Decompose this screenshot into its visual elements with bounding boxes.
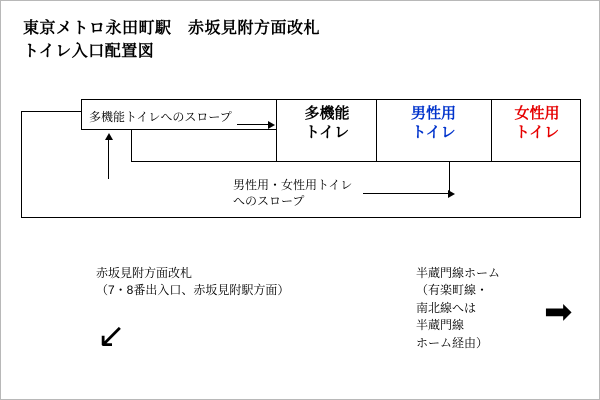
arrow-down-left-icon: ↙	[97, 316, 126, 356]
page-title	[23, 17, 320, 63]
slope-corridor-outer-left	[81, 111, 82, 130]
page-title-line-2: トイレ入口配置図	[23, 43, 155, 61]
direction-gate-line-1: 赤坂見附方面改札	[96, 266, 193, 280]
direction-hanzomon-line-4: 半蔵門線	[416, 318, 465, 333]
partition-multi-mens	[376, 99, 377, 162]
room-label-mens-line-1: 男性用	[410, 105, 456, 122]
caption-mw-slope-line-1: 男性用・女性用トイレ	[233, 178, 353, 192]
room-label-womens-line-1: 女性用	[514, 105, 560, 122]
partition-mens-womens	[491, 99, 492, 162]
wall-bottom	[21, 217, 581, 218]
direction-hanzomon-line-3: 南北線へは	[416, 300, 477, 315]
slope-arrow-multi-shaft	[237, 124, 269, 125]
slope-arrow-up-head	[105, 133, 113, 140]
slope-corridor-left	[131, 129, 132, 162]
arrow-right-icon: ➡	[544, 292, 573, 332]
wall-rooms-bottom	[131, 161, 581, 162]
direction-hanzomon-line-5: ホーム経由）	[416, 335, 489, 350]
wall-corridor-top	[21, 111, 82, 112]
direction-hanzomon-line-1: 半蔵門線ホーム	[416, 266, 501, 280]
room-label-womens-line-2: トイレ	[514, 123, 560, 141]
slope-arrow-mw-shaft	[363, 193, 449, 194]
wall-left	[21, 111, 22, 218]
direction-hanzomon-line-2: （有楽町線・	[416, 283, 489, 298]
direction-gate-line-2: （7・8番出入口、赤坂見附駅方面）	[96, 283, 290, 298]
direction-hanzomon	[416, 265, 500, 352]
room-label-mens-line-2: トイレ	[411, 123, 456, 141]
room-label-multi	[286, 105, 368, 143]
wall-right	[580, 99, 581, 218]
floor-plan-diagram	[1, 89, 600, 234]
slope-arrow-mw-riser	[449, 162, 450, 194]
slope-arrow-multi-head	[268, 121, 275, 129]
page-title-line-1: 東京メトロ永田町駅 赤坂見附方面改札	[23, 20, 321, 37]
slope-arrow-up-shaft	[108, 139, 109, 179]
slope-corridor-top	[81, 129, 277, 130]
caption-mw-slope-line-2: へのスロープ	[233, 194, 305, 209]
room-label-mens	[391, 105, 476, 143]
room-label-multi-line-2: トイレ	[304, 123, 350, 141]
wall-top	[81, 99, 581, 100]
caption-mw-slope	[233, 177, 352, 209]
wall-left-upper	[81, 99, 82, 111]
room-label-multi-line-1: 多機能	[304, 105, 350, 122]
room-label-womens	[501, 105, 573, 143]
caption-multi-slope: 多機能トイレへのスロープ	[89, 110, 232, 124]
direction-gate	[96, 265, 289, 300]
partition-multi-left	[276, 99, 277, 162]
